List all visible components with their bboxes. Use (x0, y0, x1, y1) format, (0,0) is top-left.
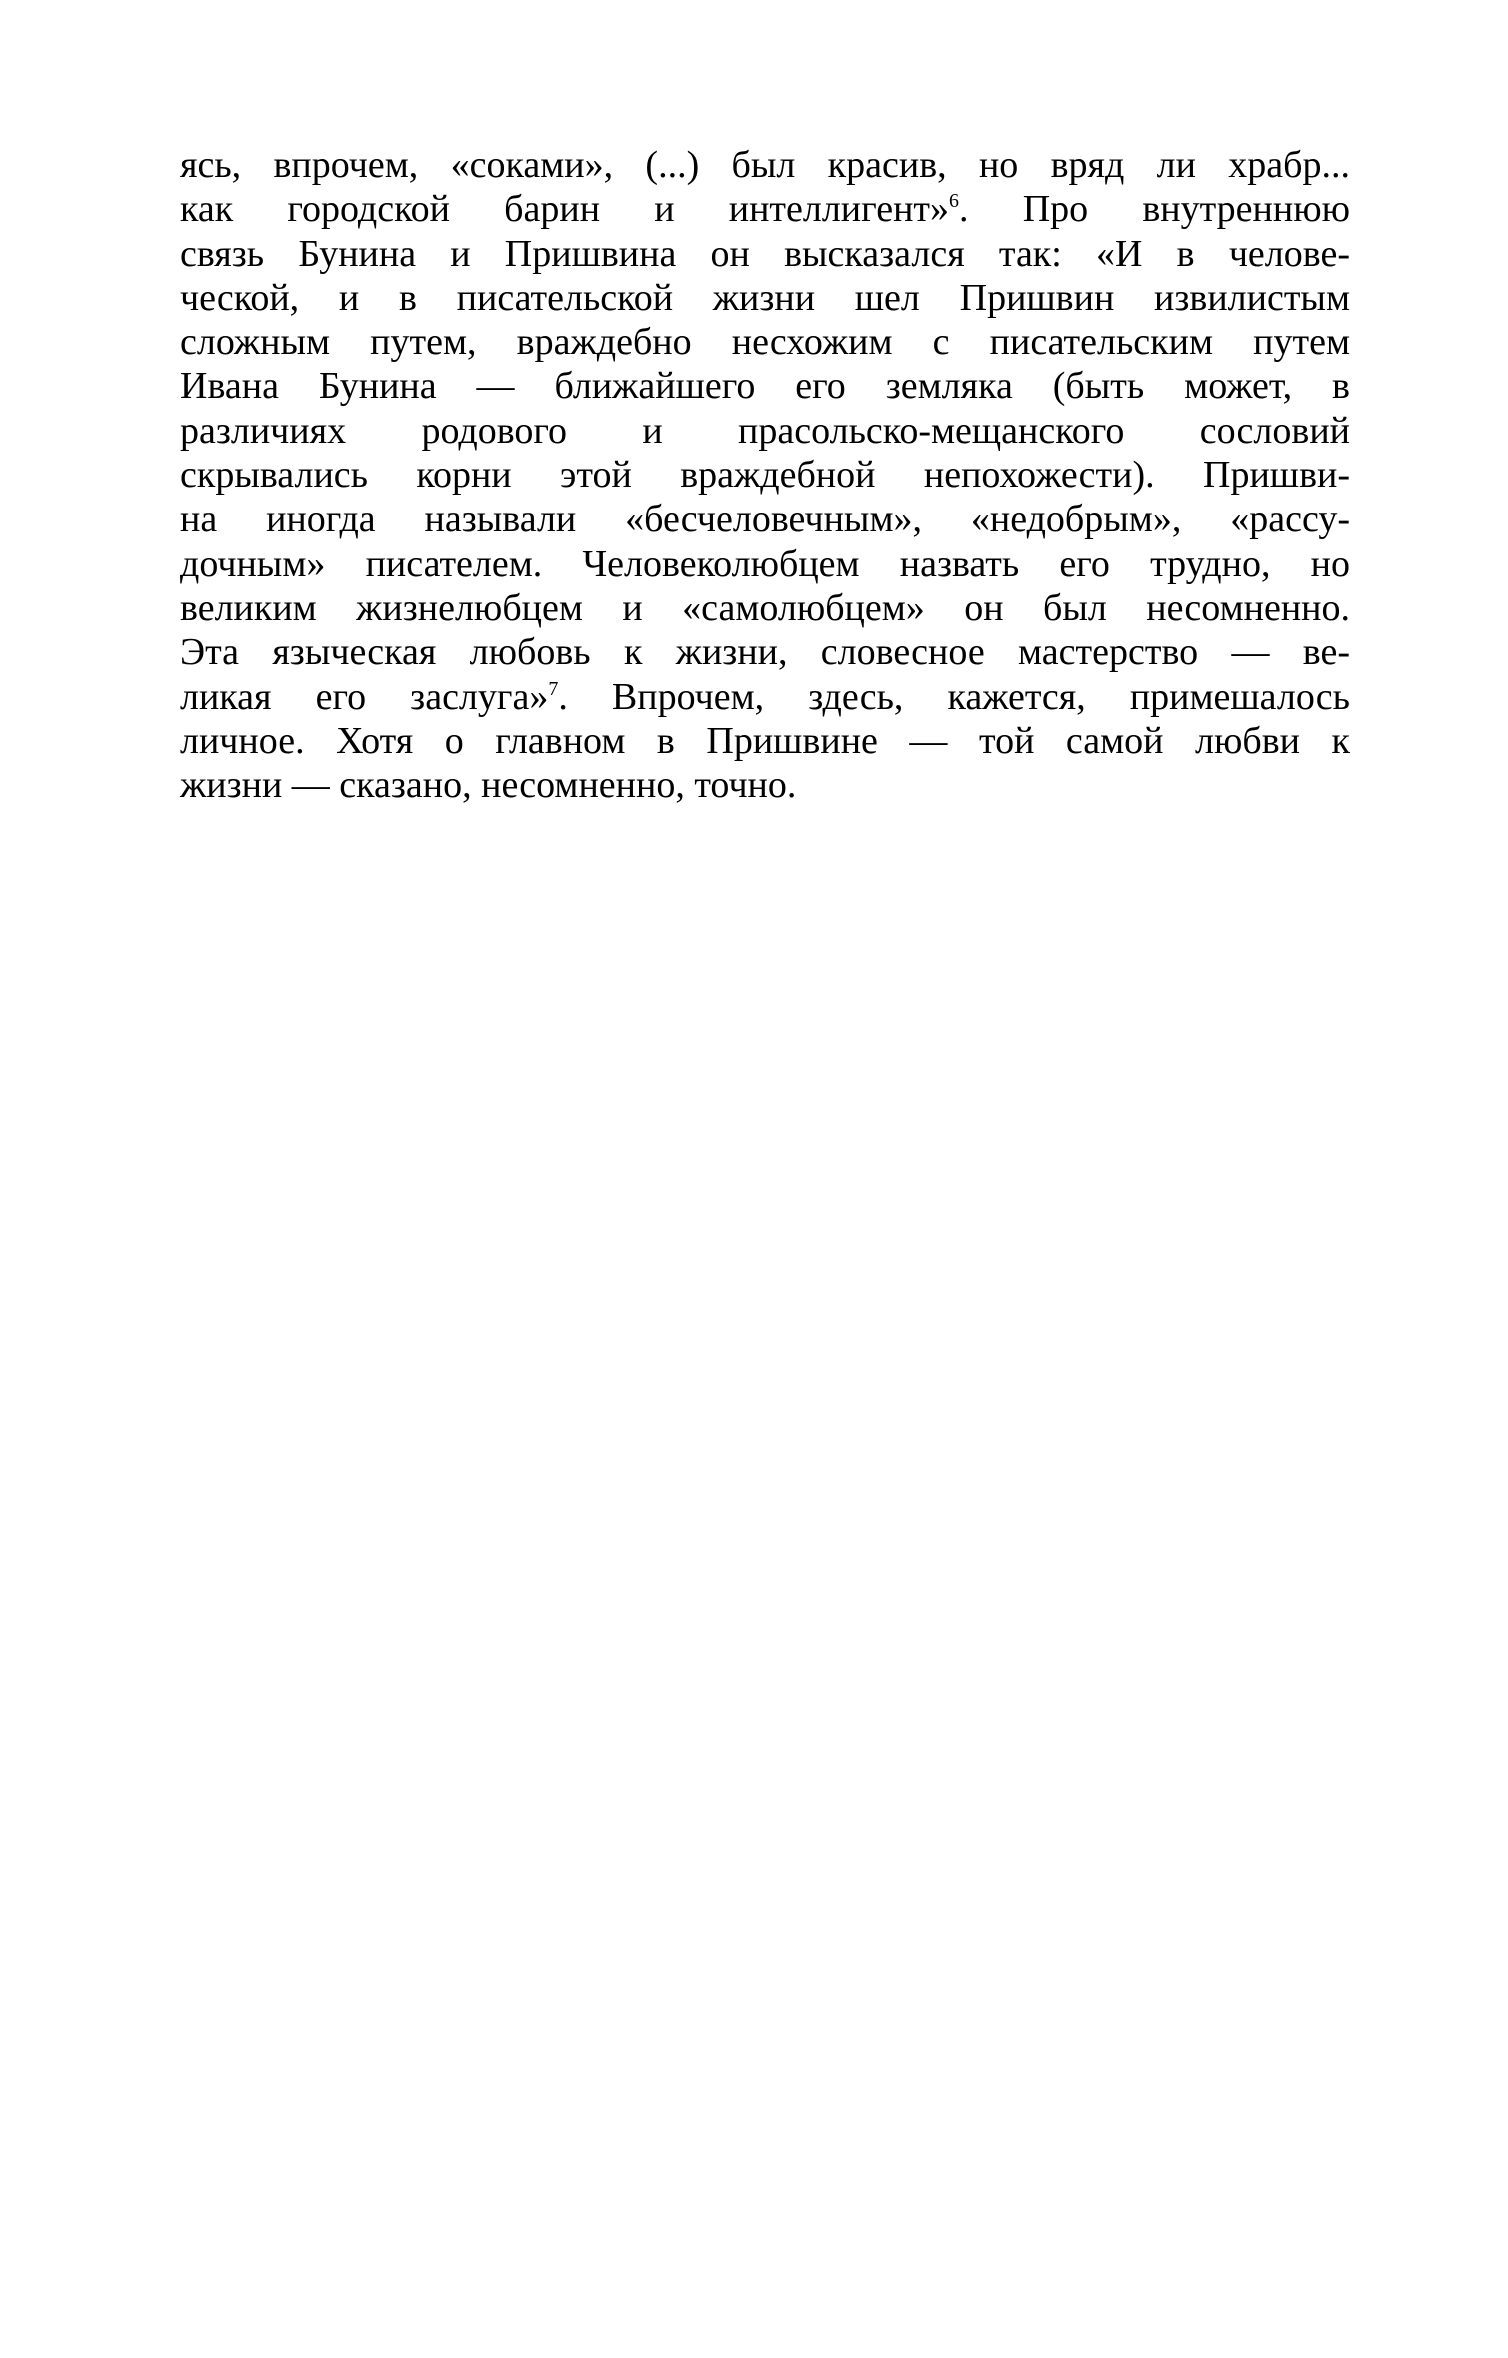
text-segment: ческой, и в писательской жизни шел Пришвин извилистым (180, 276, 1350, 319)
text-line (180, 143, 1350, 187)
text-segment: как городской барин и интеллигент» (180, 188, 950, 231)
text-segment: на иногда называли «бесчеловечным», «недобрым», «рассу- (180, 498, 1350, 541)
text-line (180, 586, 1350, 630)
text-segment: ликая его заслуга» (180, 675, 549, 718)
footnote-marker[interactable]: 7 (548, 677, 559, 700)
text-segment: личное. Хотя о главном в Пришвине — той самой любви к (180, 719, 1350, 762)
text-line (180, 719, 1350, 763)
text-segment: . Впрочем, здесь, кажется, примешалось (558, 675, 1350, 718)
text-segment: . Про внутреннюю (959, 188, 1351, 231)
text-line (180, 409, 1350, 453)
text-segment: дочным» писателем. Человеколюбцем назвать его трудно, но (180, 542, 1350, 585)
text-line (180, 542, 1350, 586)
text-segment: великим жизнелюбцем и «самолюбцем» он был несомненно. (180, 586, 1350, 629)
text-line (180, 232, 1350, 276)
text-segment: ясь, впрочем, «соками», (...) был красив, но вряд ли храбр... (180, 144, 1350, 186)
footnote-marker[interactable]: 6 (949, 190, 960, 213)
text-line (180, 187, 1350, 231)
text-segment: различиях родового и прасольско-мещанского сословий (180, 409, 1350, 452)
text-segment: Ивана Бунина — ближайшего его земляка (быть может, в (180, 365, 1350, 408)
text-line (180, 630, 1350, 674)
text-segment: связь Бунина и Пришвина он высказался так: «И в челове- (180, 232, 1350, 275)
text-line (180, 276, 1350, 320)
text-line (180, 497, 1350, 541)
text-segment: сложным путем, враждебно несхожим с писательским путем (180, 321, 1350, 364)
text-segment: жизни — сказано, несомненно, точно. (180, 764, 797, 807)
text-line (180, 320, 1350, 364)
text-segment: Эта языческая любовь к жизни, словесное мастерство — ве- (180, 631, 1350, 674)
text-line (180, 364, 1350, 408)
text-segment: скрывались корни этой враждебной непохожести). Пришви- (180, 454, 1350, 497)
body-paragraph (180, 143, 1350, 807)
text-line (180, 675, 1350, 719)
text-line (180, 453, 1350, 497)
text-line (180, 763, 1350, 807)
